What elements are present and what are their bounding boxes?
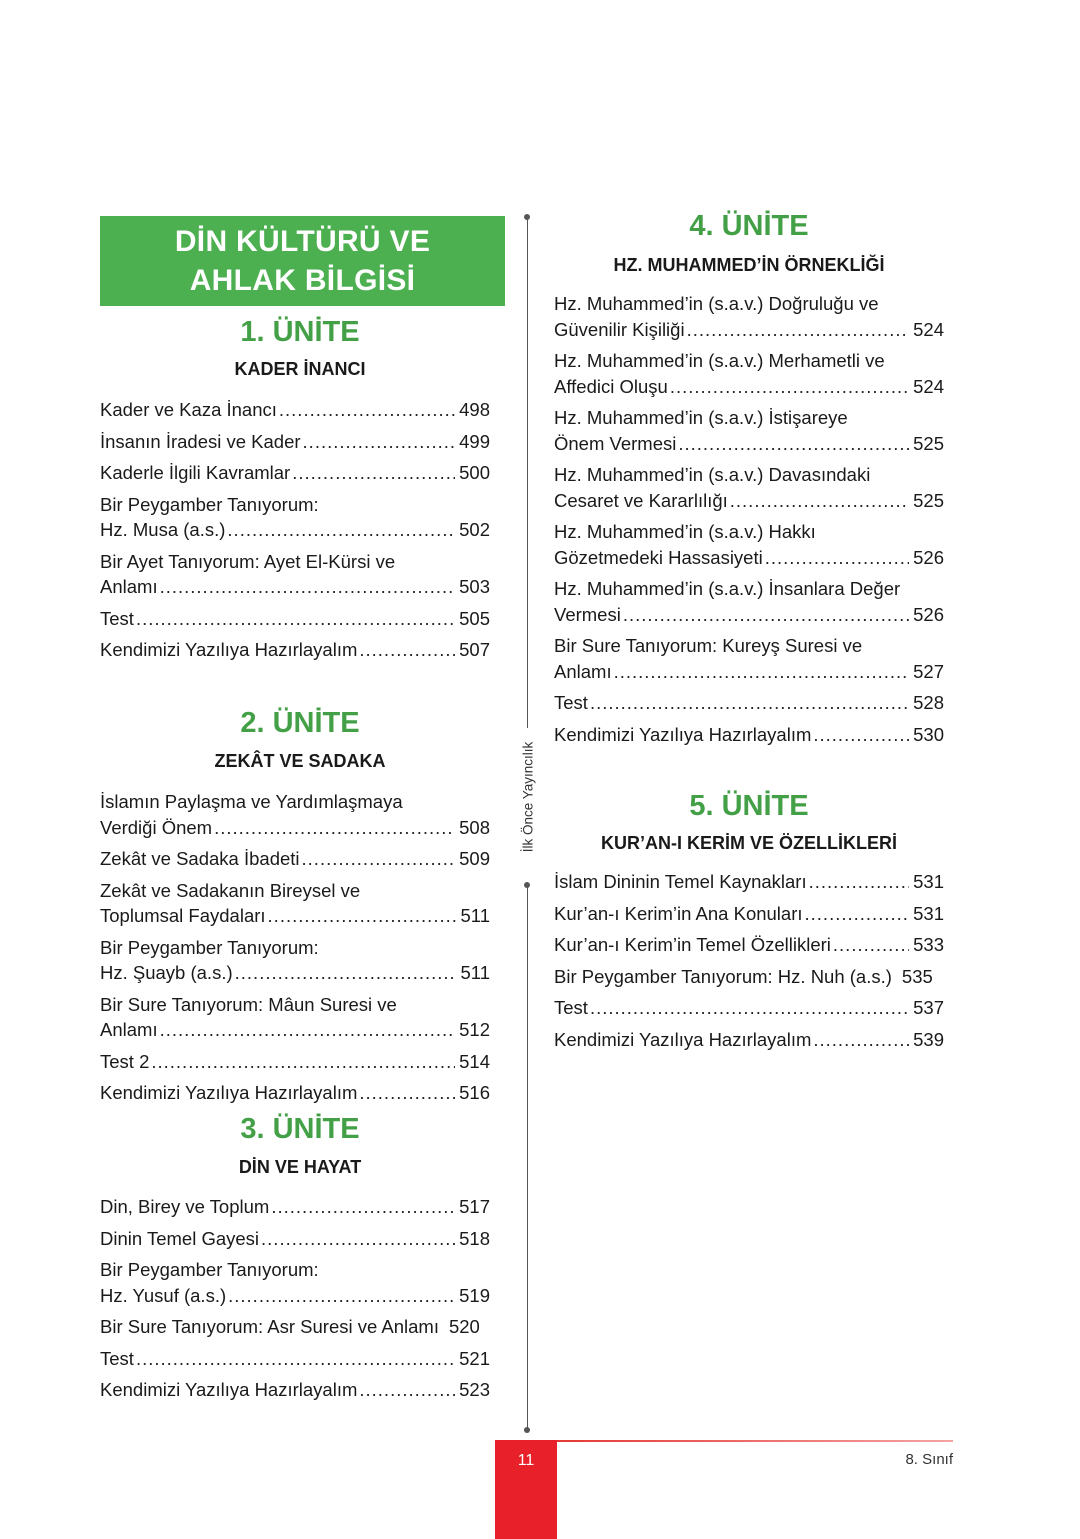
toc-entry-text: Bir Peygamber Tanıyorum: (100, 1259, 319, 1280)
dot-leader (670, 374, 909, 400)
toc-entry-text: Dinin Temel Gayesi (100, 1227, 260, 1249)
toc-page-number: 525 (913, 432, 944, 454)
dot-leader (614, 659, 910, 685)
toc-entry-text: Toplumsal Faydaları (100, 905, 266, 926)
toc-page-number: 508 (459, 816, 490, 838)
toc-entry (554, 690, 944, 716)
dot-leader (833, 932, 909, 958)
toc-entry (554, 291, 944, 342)
toc-entry-text: Test (100, 607, 134, 629)
unit-3-toc (100, 1194, 490, 1409)
column-divider-bottom (527, 884, 528, 1430)
toc-entry-text: Zekât ve Sadaka İbadeti (100, 848, 300, 869)
toc-entry-text: Kendimizi Yazılıya Hazırlayalım (554, 723, 812, 745)
toc-entry (100, 1346, 490, 1372)
toc-entry (100, 878, 490, 929)
toc-page-number: 537 (913, 997, 944, 1018)
toc-entry-text: Bir Peygamber Tanıyorum: Hz. Nuh (a.s.) (554, 965, 892, 987)
toc-page-number: 514 (459, 1050, 490, 1072)
toc-entry (554, 722, 944, 748)
toc-entry-text: Test (554, 692, 588, 713)
toc-entry-text: Önem Vermesi (554, 432, 677, 454)
dot-leader (136, 606, 455, 632)
toc-entry-text: Verdiği Önem (100, 816, 213, 838)
toc-entry-text: Güvenilir Kişiliği (554, 318, 685, 340)
unit-3-subtitle: DİN VE HAYAT (238, 1157, 362, 1177)
toc-entry-text: İslam Dininin Temel Kaynakları (554, 871, 807, 892)
dot-leader (271, 1194, 455, 1220)
toc-entry-text: Kendimizi Yazılıya Hazırlayalım (100, 1379, 358, 1400)
toc-entry-text: Test (554, 997, 588, 1018)
divider-end-dot (524, 214, 530, 220)
toc-entry (100, 1377, 490, 1403)
toc-entry-text: İslamın Paylaşma ve Yardımlaşmaya (100, 791, 403, 812)
dot-leader (765, 545, 909, 571)
toc-page-number: 498 (459, 399, 490, 420)
dot-leader (813, 722, 909, 748)
dot-leader (151, 1049, 455, 1075)
toc-entry (100, 637, 490, 663)
dot-leader (687, 317, 910, 343)
toc-entry-text: Anlamı (554, 660, 612, 682)
toc-entry-text: Kendimizi Yazılıya Hazırlayalım (100, 1082, 358, 1103)
unit-2-title: 2. ÜNİTE (240, 707, 360, 739)
publisher-label: İlk Önce Yayıncılık (520, 741, 536, 853)
toc-entry-text: Bir Sure Tanıyorum: Mâun Suresi ve (100, 993, 397, 1015)
dot-leader (302, 846, 456, 872)
toc-entry (100, 992, 490, 1043)
toc-entry (554, 519, 944, 570)
toc-entry (554, 932, 944, 958)
toc-page-number: 524 (913, 318, 944, 340)
toc-entry-text: İnsanın İradesi ve Kader (100, 430, 301, 452)
toc-entry (554, 964, 944, 990)
dot-leader (590, 995, 909, 1021)
toc-entry (100, 935, 490, 986)
toc-entry-text: Test 2 (100, 1050, 150, 1072)
page-number: 11 (517, 1452, 535, 1469)
toc-page-number: 521 (459, 1347, 490, 1369)
toc-entry (100, 549, 490, 600)
toc-entry (554, 901, 944, 927)
toc-entry-text: Bir Peygamber Tanıyorum: (100, 493, 319, 515)
toc-entry-text: Bir Sure Tanıyorum: Asr Suresi ve Anlamı (100, 1316, 439, 1337)
toc-page-number: 507 (459, 639, 490, 660)
dot-leader (268, 903, 457, 929)
unit-1-title: 1. ÜNİTE (240, 316, 360, 348)
toc-entry (100, 429, 490, 455)
toc-entry-text: Hz. Muhammed’in (s.a.v.) İstişareye (554, 407, 848, 428)
dot-leader (359, 1377, 455, 1403)
toc-page-number: 526 (913, 546, 944, 568)
unit-5-subtitle: KUR’AN-I KERİM VE ÖZELLİKLERİ (601, 833, 897, 853)
toc-page-number: 524 (913, 375, 944, 397)
toc-entry (554, 405, 944, 456)
toc-entry-text: Anlamı (100, 1019, 158, 1040)
toc-entry-text: Hz. Yusuf (a.s.) (100, 1284, 227, 1306)
toc-page-number: 518 (459, 1227, 490, 1249)
grade-label: 8. Sınıf (905, 1451, 953, 1468)
dot-leader (678, 431, 909, 457)
toc-page-number: 528 (913, 692, 944, 713)
unit-1-toc (100, 397, 490, 669)
dot-leader (813, 1027, 909, 1053)
toc-page-number: 511 (460, 962, 490, 983)
footer-rule (557, 1440, 953, 1442)
toc-entry (100, 1194, 490, 1220)
toc-entry-text: Bir Ayet Tanıyorum: Ayet El-Kürsi ve (100, 550, 396, 572)
unit-4-subtitle: HZ. MUHAMMED’İN ÖRNEKLİĞİ (613, 255, 885, 275)
toc-entry-text: Bir Sure Tanıyorum: Kureyş Suresi ve (554, 635, 863, 656)
toc-entry-text: Bir Peygamber Tanıyorum: (100, 936, 319, 958)
toc-entry (100, 1080, 490, 1106)
unit-3-title: 3. ÜNİTE (240, 1113, 360, 1145)
toc-entry-text: Vermesi (554, 603, 621, 625)
dot-leader (359, 637, 455, 663)
unit-2-toc (100, 789, 490, 1112)
unit-5-toc (554, 869, 944, 1058)
toc-page-number: 499 (459, 430, 490, 452)
toc-page-number: 520 (448, 1316, 480, 1337)
dot-leader (214, 815, 455, 841)
toc-entry-text: Hz. Muhammed’in (s.a.v.) Doğruluğu ve (554, 293, 879, 314)
toc-entry-text: Zekât ve Sadakanın Bireysel ve (100, 879, 361, 901)
toc-entry-text: Hz. Musa (a.s.) (100, 519, 226, 540)
unit-4-toc (554, 291, 944, 753)
toc-entry-text: Din, Birey ve Toplum (100, 1196, 270, 1217)
toc-page-number: 525 (913, 489, 944, 511)
toc-entry-text: Kendimizi Yazılıya Hazırlayalım (100, 639, 358, 660)
dot-leader (809, 869, 910, 895)
unit-2-subtitle: ZEKÂT VE SADAKA (214, 751, 386, 771)
unit-5-title: 5. ÜNİTE (689, 790, 809, 822)
toc-entry (554, 869, 944, 895)
toc-entry-text: Gözetmedeki Hassasiyeti (554, 546, 763, 568)
dot-leader (359, 1080, 455, 1106)
dot-leader (279, 397, 455, 423)
dot-leader (292, 460, 455, 486)
toc-entry (100, 789, 490, 840)
toc-page-number: 517 (459, 1196, 490, 1217)
toc-page-number: 511 (460, 905, 490, 926)
toc-entry-text: Hz. Muhammed’in (s.a.v.) Hakkı (554, 521, 816, 542)
dot-leader (805, 901, 910, 927)
subject-title-box (100, 216, 505, 306)
toc-page-number: 531 (913, 871, 944, 892)
toc-entry (100, 1314, 490, 1340)
dot-leader (136, 1346, 455, 1372)
toc-page-number: 519 (459, 1284, 490, 1306)
toc-page-number: 509 (459, 848, 490, 869)
dot-leader (590, 690, 909, 716)
toc-entry (554, 576, 944, 627)
toc-page-number: 516 (459, 1082, 490, 1103)
toc-page-number: 535 (901, 965, 933, 987)
toc-entry-text: Hz. Muhammed’in (s.a.v.) Davasındaki (554, 464, 871, 485)
column-divider-top (527, 216, 528, 728)
subject-title: DİN KÜLTÜRÜ VE AHLAK BİLGİSİ (174, 225, 431, 297)
toc-entry-text: Hz. Şuayb (a.s.) (100, 962, 233, 983)
toc-entry-text: Anlamı (100, 576, 158, 597)
toc-entry-text: Kur’an-ı Kerim’in Temel Özellikleri (554, 934, 831, 955)
page-number-box (495, 1440, 557, 1539)
dot-leader (303, 429, 456, 455)
toc-entry-text: Kur’an-ı Kerim’in Ana Konuları (554, 902, 803, 924)
toc-entry-text: Test (100, 1347, 134, 1369)
divider-end-dot (524, 1427, 530, 1433)
toc-entry (100, 460, 490, 486)
toc-entry-text: Kendimizi Yazılıya Hazırlayalım (554, 1028, 812, 1050)
unit-4-title: 4. ÜNİTE (689, 210, 809, 242)
toc-page-number: 502 (459, 519, 490, 540)
toc-entry (554, 348, 944, 399)
toc-entry (100, 1257, 490, 1308)
toc-page-number: 500 (459, 462, 490, 483)
dot-leader (160, 574, 456, 600)
toc-entry (100, 846, 490, 872)
toc-page-number: 512 (459, 1019, 490, 1040)
dot-leader (730, 488, 909, 514)
dot-leader (623, 602, 909, 628)
toc-entry-text: Cesaret ve Kararlılığı (554, 489, 728, 511)
toc-page-number: 533 (913, 934, 944, 955)
toc-page-number: 526 (913, 603, 944, 625)
toc-page-number: 503 (459, 576, 490, 597)
toc-entry (100, 397, 490, 423)
toc-entry-text: Kaderle İlgili Kavramlar (100, 462, 291, 483)
unit-1-subtitle: KADER İNANCI (234, 359, 366, 379)
toc-entry (554, 1027, 944, 1053)
dot-leader (160, 1017, 456, 1043)
dot-leader (228, 1283, 455, 1309)
toc-page-number: 530 (913, 723, 944, 745)
dot-leader (235, 960, 457, 986)
toc-entry (554, 462, 944, 513)
toc-entry (100, 1049, 490, 1075)
toc-entry (100, 492, 490, 543)
toc-page-number: 505 (459, 607, 490, 629)
dot-leader (261, 1226, 455, 1252)
toc-page-number: 539 (913, 1028, 944, 1050)
divider-end-dot (524, 882, 530, 888)
toc-page-number: 527 (913, 660, 944, 682)
toc-entry (100, 1226, 490, 1252)
toc-entry-text: Hz. Muhammed’in (s.a.v.) İnsanlara Değer (554, 578, 901, 599)
dot-leader (227, 517, 455, 543)
toc-entry-text: Hz. Muhammed’in (s.a.v.) Merhametli ve (554, 350, 885, 371)
toc-page-number: 531 (913, 902, 944, 924)
toc-entry (100, 606, 490, 632)
toc-page-number: 523 (459, 1379, 490, 1400)
toc-entry-text: Kader ve Kaza İnancı (100, 399, 277, 420)
toc-entry (554, 633, 944, 684)
toc-entry (554, 995, 944, 1021)
toc-entry-text: Affedici Oluşu (554, 375, 668, 397)
